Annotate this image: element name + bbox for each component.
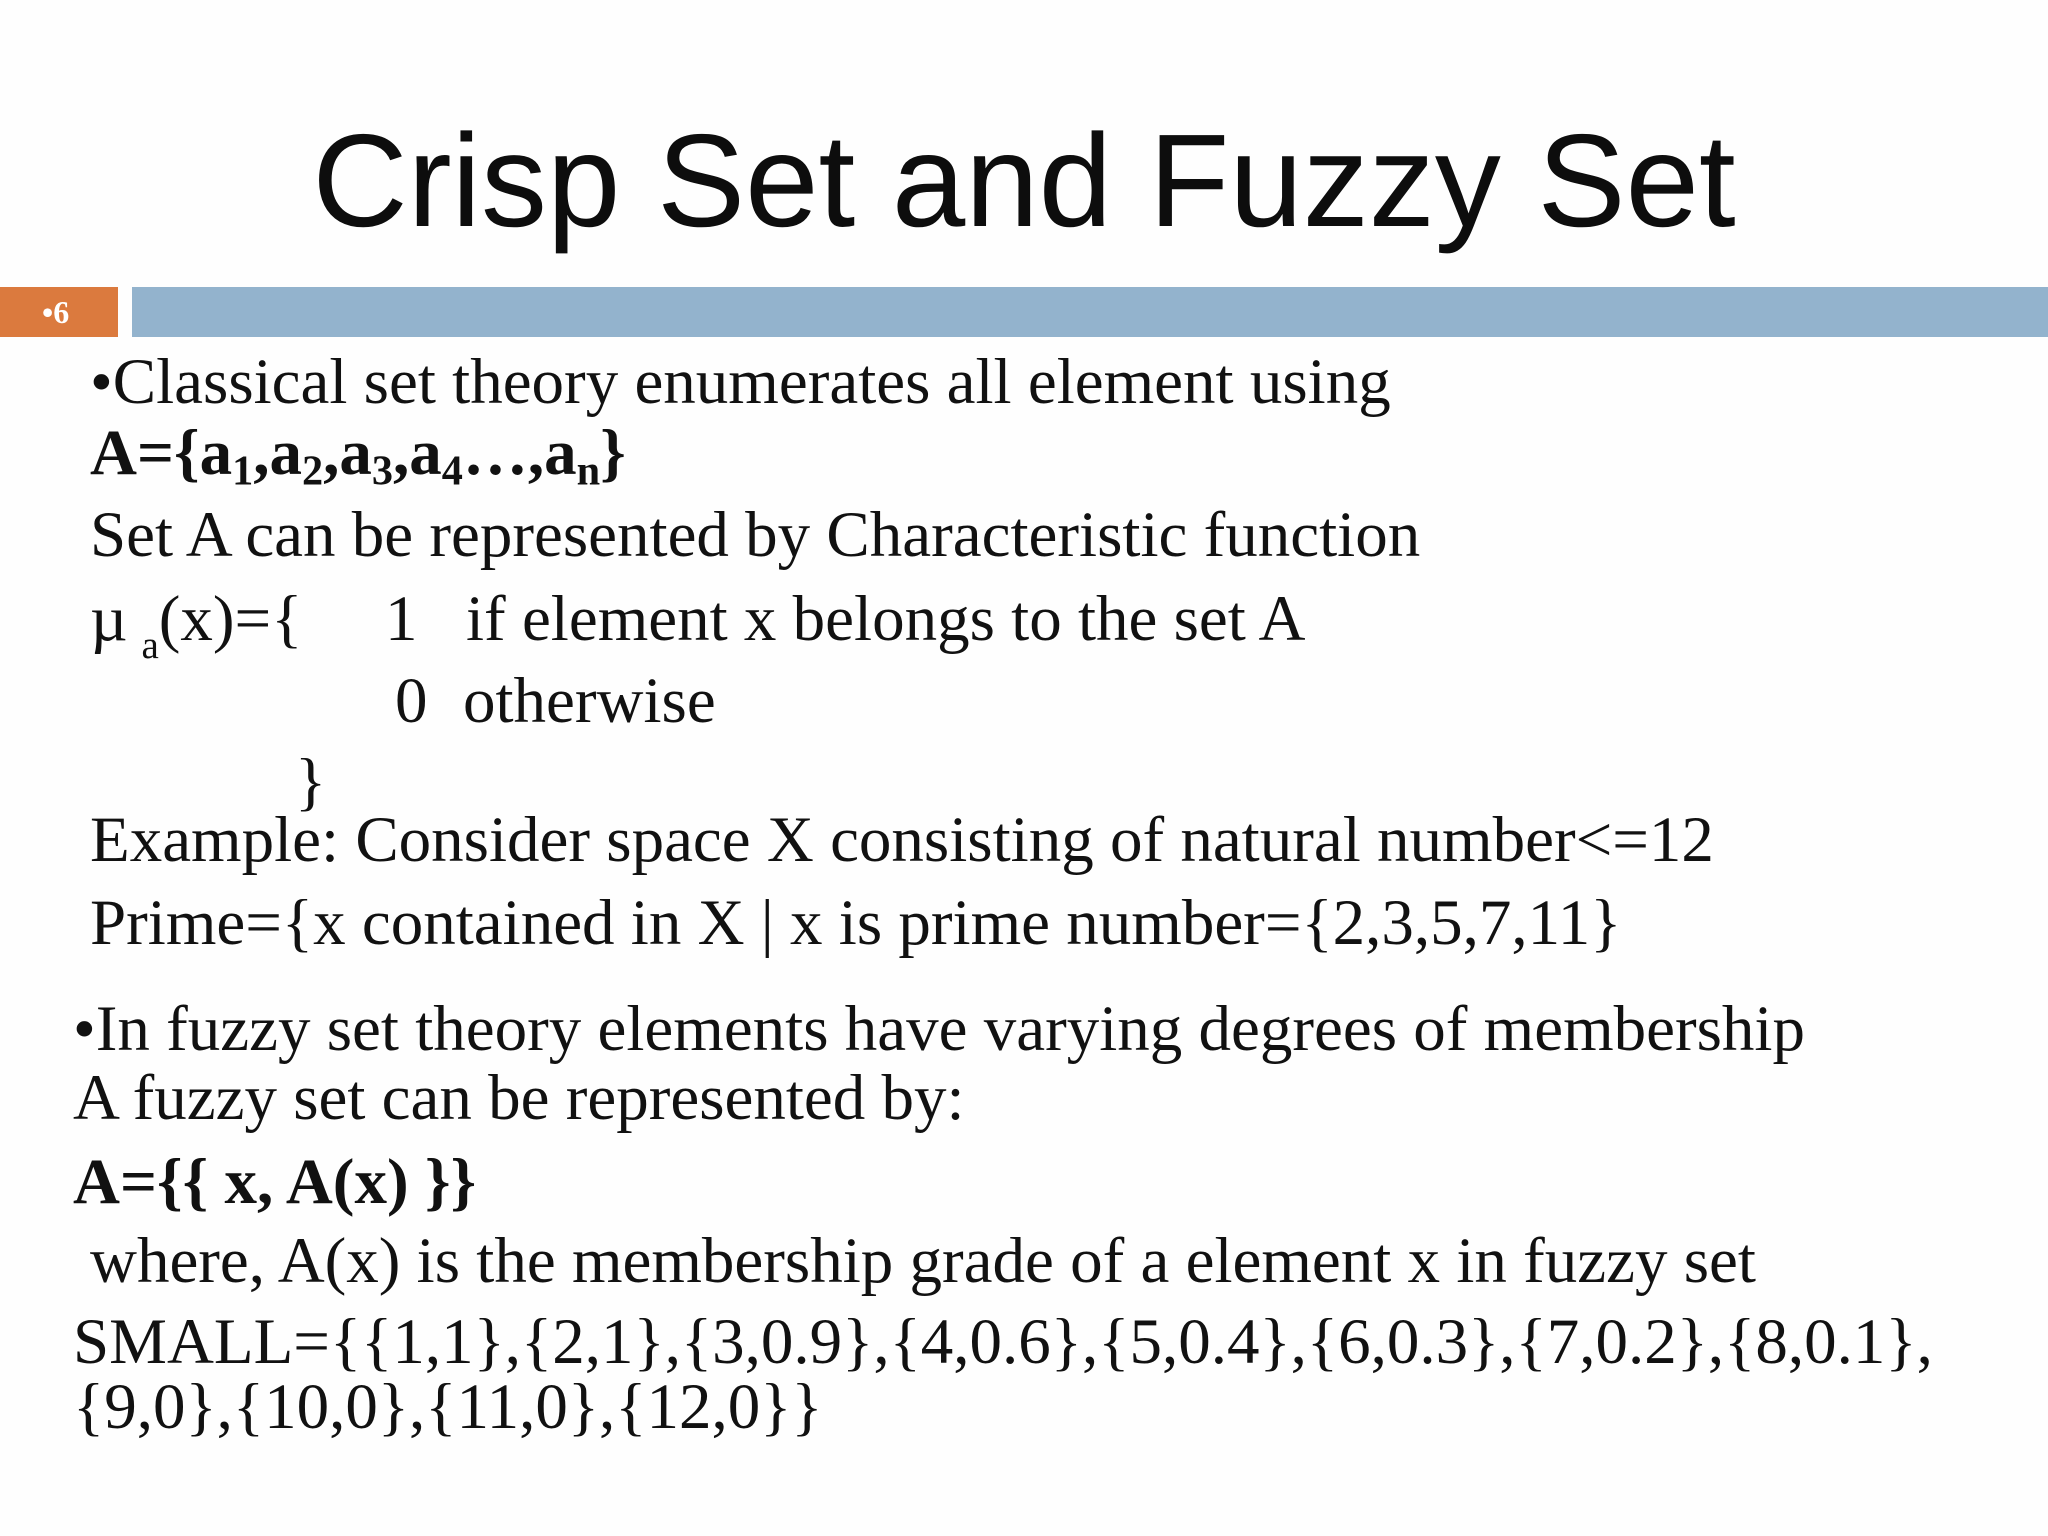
set-element: $a_1$,: [199, 417, 270, 495]
small-set-line1: SMALL={{1,1},{2,1},{3,0.9},{4,0.6},{5,0.4},{6,0.3},{7,0.2},{8,0.1},: [73, 1306, 1933, 1378]
set-element: $a_2$,: [269, 417, 340, 495]
case0-value: 0: [395, 665, 428, 737]
case1-value: 1: [385, 583, 418, 655]
fuzzy-formula: A={{ x, A(x) }}: [73, 1146, 477, 1218]
crisp-intro: •Classical set theory enumerates all element using: [90, 346, 1391, 418]
crisp-example: Example: Consider space X consisting of natural number<=12: [90, 804, 1714, 876]
crisp-prime: Prime={x contained in X | x is prime number={2,3,5,7,11}: [90, 887, 1622, 959]
closing-brace: }: [295, 746, 327, 818]
characteristic-function: [90, 583, 303, 667]
crisp-representation: Set A can be represented by Characteristic function: [90, 499, 1421, 571]
fuzzy-representation: A fuzzy set can be represented by:: [73, 1062, 965, 1134]
set-element: $a_n$: [544, 417, 601, 495]
fuzzy-intro: •In fuzzy set theory elements have varying degrees of membership: [73, 993, 1805, 1065]
mu-symbol: µ: [90, 583, 128, 655]
crisp-set-suffix: }: [600, 417, 626, 489]
fuzzy-where: where, A(x) is the membership grade of a element x in fuzzy set: [90, 1225, 1756, 1297]
slide-title: Crisp Set and Fuzzy Set: [312, 106, 1736, 254]
case0-text: otherwise: [463, 665, 716, 737]
crisp-set-prefix: A={: [90, 417, 200, 489]
case1-text: if element x belongs to the set A: [466, 583, 1306, 655]
slide-number-badge: •6: [0, 287, 118, 337]
crisp-set-elements: [199, 417, 601, 495]
mu-open: (x)={: [158, 583, 303, 655]
crisp-set-definition: [90, 417, 626, 495]
small-set-line2: {9,0},{10,0},{11,0},{12,0}}: [73, 1371, 823, 1443]
set-element: $a_4\dots$,: [409, 417, 545, 495]
set-element: $a_3$,: [339, 417, 410, 495]
mu-subscript: a: [141, 623, 159, 667]
accent-bar: [132, 287, 2048, 337]
